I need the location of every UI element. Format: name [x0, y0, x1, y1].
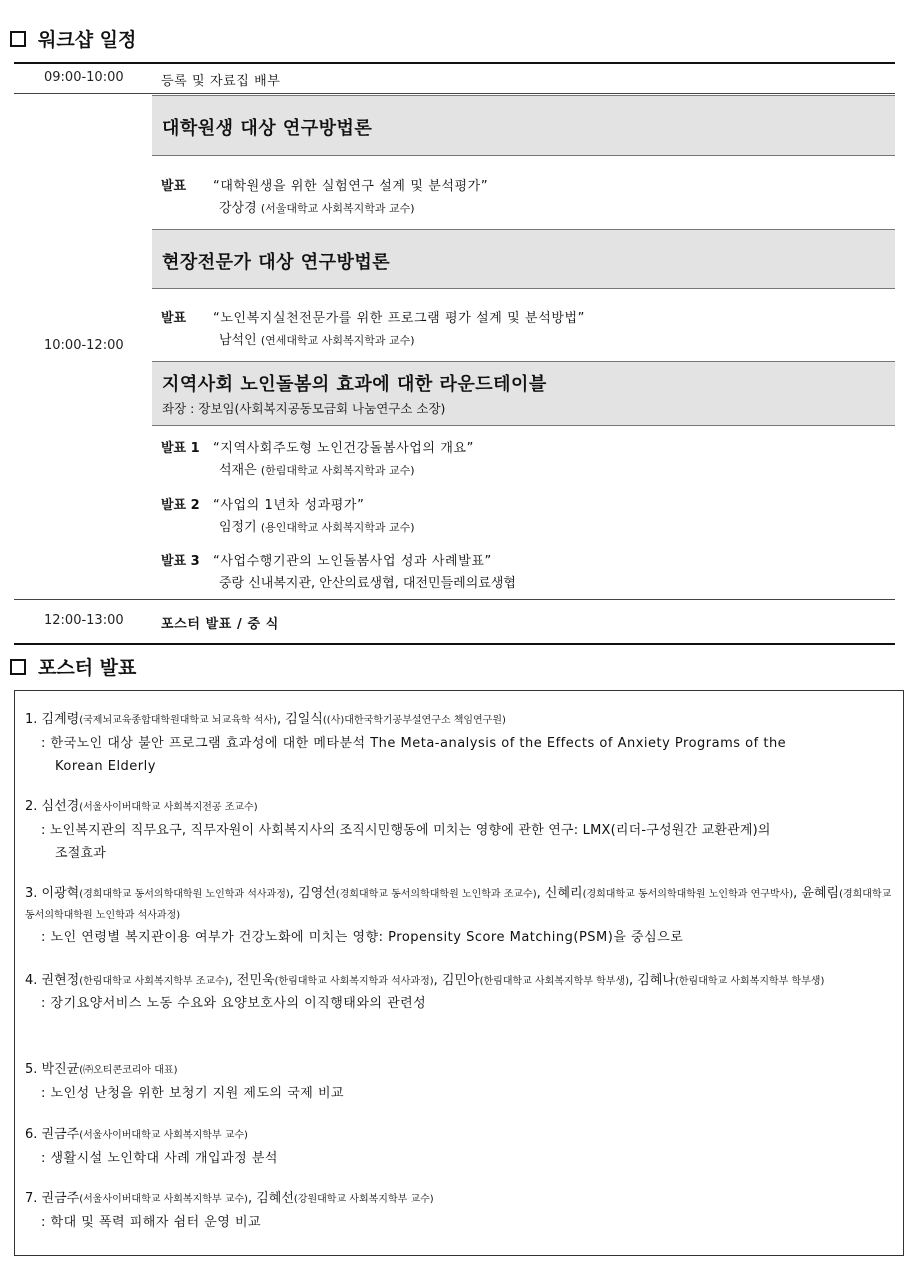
- poster-number: 5.: [25, 1062, 38, 1077]
- poster-title: : 생활시설 노인학대 사례 개입과정 분석: [41, 1151, 278, 1166]
- talk-title: “사업의 1년차 성과평가”: [213, 498, 365, 513]
- talk-affiliation: (연세대학교 사회복지학과 교수): [260, 334, 415, 347]
- author-affiliation: (한림대학교 사회복지학부 학부생): [674, 976, 825, 987]
- checkbox-icon: [10, 659, 26, 675]
- author-name: 윤혜림: [801, 886, 840, 901]
- poster-item-1: 1. 김계령(국제뇌교육종합대학원대학교 뇌교육학 석사), 김일식((사)대한국학기공부설연구소 책임연구원) : 한국노인 대상 불안 프로그램 효과성에 대한 메타분석 The Meta-analysis of the Effects of Anxiety Programs of the Korean Elderly: [25, 709, 895, 778]
- author-affiliation: (경희대학교 동서의학대학원 노인학과 연구박사): [582, 889, 794, 900]
- author-affiliation: (강원대학교 사회복지학부 교수): [293, 1194, 434, 1205]
- poster-title: : 노인성 난청을 위한 보청기 지원 제도의 국제 비교: [41, 1086, 345, 1101]
- talk-title: “노인복지실천전문가를 위한 프로그램 평가 설계 및 분석방법”: [213, 311, 586, 326]
- author-name: 김혜나: [637, 973, 675, 988]
- talk-2: [161, 307, 585, 348]
- poster-number: 7.: [25, 1191, 38, 1206]
- schedule-bottom-rule: [14, 643, 895, 645]
- author-name: 심선경: [41, 799, 80, 814]
- poster-number: 3.: [25, 886, 38, 901]
- session-title-2: 현장전문가 대상 연구방법론: [162, 252, 391, 273]
- author-affiliation: (서울사이버대학교 사회복지전공 조교수): [79, 802, 258, 813]
- poster-item-4: 4. 권현정(한림대학교 사회복지학부 조교수), 전민욱(한림대학교 사회복지학과 석사과정), 김민아(한림대학교 사회복지학부 학부생), 김혜나(한림대학교 사회복지학부 학부생) : 장기요양서비스 노동 수요와 요양보호사의 이직행태와의 관련성: [25, 973, 825, 1011]
- author-affiliation: (한림대학교 사회복지학부 학부생): [479, 976, 630, 987]
- talk-speaker: 중랑 신내복지관, 안산의료생협, 대전민들레의료생협: [219, 576, 516, 591]
- session-title-1: 대학원생 대상 연구방법론: [162, 118, 373, 139]
- talk-5: [161, 550, 516, 591]
- talk-label: 발표: [161, 311, 187, 326]
- poster-item-6: [25, 1124, 895, 1170]
- poster-title-text: 포스터 발표: [38, 657, 137, 679]
- poster-title: : 노인복지관의 직무요구, 직무자원이 사회복지사의 조직시민행동에 미치는 영향에 관한 연구: LMX(리더-구성원간 교환관계)의: [41, 823, 771, 838]
- talk-4: [161, 494, 415, 535]
- session-header-1: [152, 95, 895, 156]
- author-affiliation: (서울사이버대학교 사회복지학부 교수): [79, 1130, 248, 1141]
- checkbox-icon: [10, 31, 26, 47]
- author-name: 김일식: [285, 712, 323, 727]
- talk-label: 발표: [161, 179, 187, 194]
- time-slot-1: 09:00-10:00: [44, 70, 124, 85]
- author-name: 김영선: [298, 886, 336, 901]
- talk-label: 발표 2: [161, 498, 200, 513]
- row-divider: [14, 93, 895, 94]
- talk-title: “지역사회주도형 노인건강돌봄사업의 개요”: [213, 441, 474, 456]
- talk-affiliation: (용인대학교 사회복지학과 교수): [260, 521, 415, 534]
- author-affiliation: (경희대학교 동서의학대학원 노인학과 석사과정): [25, 889, 892, 921]
- author-affiliation: (한림대학교 사회복지학과 석사과정): [274, 976, 434, 987]
- author-affiliation: (㈜오티콘코리아 대표): [79, 1065, 178, 1076]
- session-header-2: [152, 229, 895, 289]
- poster-title-cont: 조절효과: [55, 846, 107, 861]
- poster-title: : 장기요양서비스 노동 수요와 요양보호사의 이직행태와의 관련성: [41, 996, 427, 1011]
- author-affiliation: (국제뇌교육종합대학원대학교 뇌교육학 석사): [79, 715, 277, 726]
- poster-number: 1.: [25, 712, 38, 727]
- poster-section-title: [10, 653, 136, 680]
- poster-item-7: 7. 권금주(서울사이버대학교 사회복지학부 교수), 김혜선(강원대학교 사회복지학부 교수) : 학대 및 폭력 피해자 쉼터 운영 비교: [25, 1191, 434, 1230]
- author-affiliation: (경희대학교 동서의학대학원 노인학과 조교수): [335, 889, 537, 900]
- talk-speaker: 강상경: [219, 201, 257, 216]
- talk-speaker: 남석인: [219, 333, 257, 348]
- author-affiliation: (한림대학교 사회복지학부 조교수): [79, 976, 229, 987]
- talk-affiliation: (서울대학교 사회복지학과 교수): [260, 202, 415, 215]
- author-name: 권금주: [41, 1191, 80, 1206]
- poster-title: : 한국노인 대상 불안 프로그램 효과성에 대한 메타분석 The Meta-analysis of the Effects of Anxiety Programs of the: [41, 736, 787, 751]
- schedule-title-text: 워크샵 일정: [38, 29, 137, 51]
- author-name: 김민아: [441, 973, 480, 988]
- poster-lunch-text: 포스터 발표 / 중 식: [161, 617, 279, 632]
- author-affiliation: (경희대학교 동서의학대학원 노인학과 석사과정): [79, 889, 290, 900]
- author-name: 박진균: [41, 1062, 80, 1077]
- time-slot-2: 10:00-12:00: [44, 338, 124, 353]
- poster-number: 6.: [25, 1127, 38, 1142]
- time-slot-3: 12:00-13:00: [44, 613, 124, 628]
- talk-1: [161, 175, 488, 216]
- row-divider: [14, 599, 895, 600]
- talk-3: [161, 437, 474, 478]
- poster-title: : 노인 연령별 복지관이용 여부가 건강노화에 미치는 영향: Propensity Score Matching(PSM)을 중심으로: [41, 930, 684, 945]
- poster-item-5: [25, 1059, 895, 1105]
- poster-title-cont: Korean Elderly: [55, 759, 156, 774]
- poster-number: 4.: [25, 973, 38, 988]
- talk-affiliation: (한림대학교 사회복지학과 교수): [260, 464, 415, 477]
- author-name: 권현정: [41, 973, 80, 988]
- talk-label: 발표 1: [161, 441, 200, 456]
- author-name: 권금주: [41, 1127, 80, 1142]
- session-header-3: [152, 361, 895, 426]
- poster-list-box: [14, 690, 904, 1256]
- author-name: 신혜리: [544, 886, 583, 901]
- registration-text: 등록 및 자료집 배부: [161, 74, 281, 89]
- poster-title: : 학대 및 폭력 피해자 쉼터 운영 비교: [41, 1215, 262, 1230]
- schedule-section-title: [10, 25, 136, 52]
- author-name: 전민욱: [236, 973, 275, 988]
- author-affiliation: (서울사이버대학교 사회복지학부 교수): [79, 1194, 248, 1205]
- schedule-top-rule: [14, 62, 895, 64]
- talk-title: “대학원생을 위한 실험연구 설계 및 분석평가”: [213, 179, 489, 194]
- session-chair: 좌장 : 장보임(사회복지공동모금회 나눔연구소 소장): [162, 401, 446, 416]
- poster-number: 2.: [25, 799, 38, 814]
- talk-title: “사업수행기관의 노인돌봄사업 성과 사례발표”: [213, 554, 492, 569]
- talk-speaker: 임정기: [219, 520, 257, 535]
- author-name: 이광혁: [41, 886, 80, 901]
- session-title-3: 지역사회 노인돌봄의 효과에 대한 라운드테이블: [162, 374, 547, 395]
- author-name: 김혜선: [256, 1191, 294, 1206]
- author-affiliation: ((사)대한국학기공부설연구소 책임연구원): [322, 715, 506, 726]
- talk-label: 발표 3: [161, 554, 200, 569]
- poster-item-3: 3. 이광혁(경희대학교 동서의학대학원 노인학과 석사과정), 김영선(경희대학교 동서의학대학원 노인학과 조교수), 신혜리(경희대학교 동서의학대학원 노인학과 연구박사), 윤혜림(경희대학교 동서의학대학원 노인학과 석사과정) : 노인 연령별 복지관이용 여부가 건강노화에 미치는 영향: Propensity Score Matching(PSM)을 중심으로: [25, 886, 892, 945]
- poster-item-2: [25, 796, 895, 865]
- author-name: 김계령: [41, 712, 80, 727]
- talk-speaker: 석재은: [219, 463, 257, 478]
